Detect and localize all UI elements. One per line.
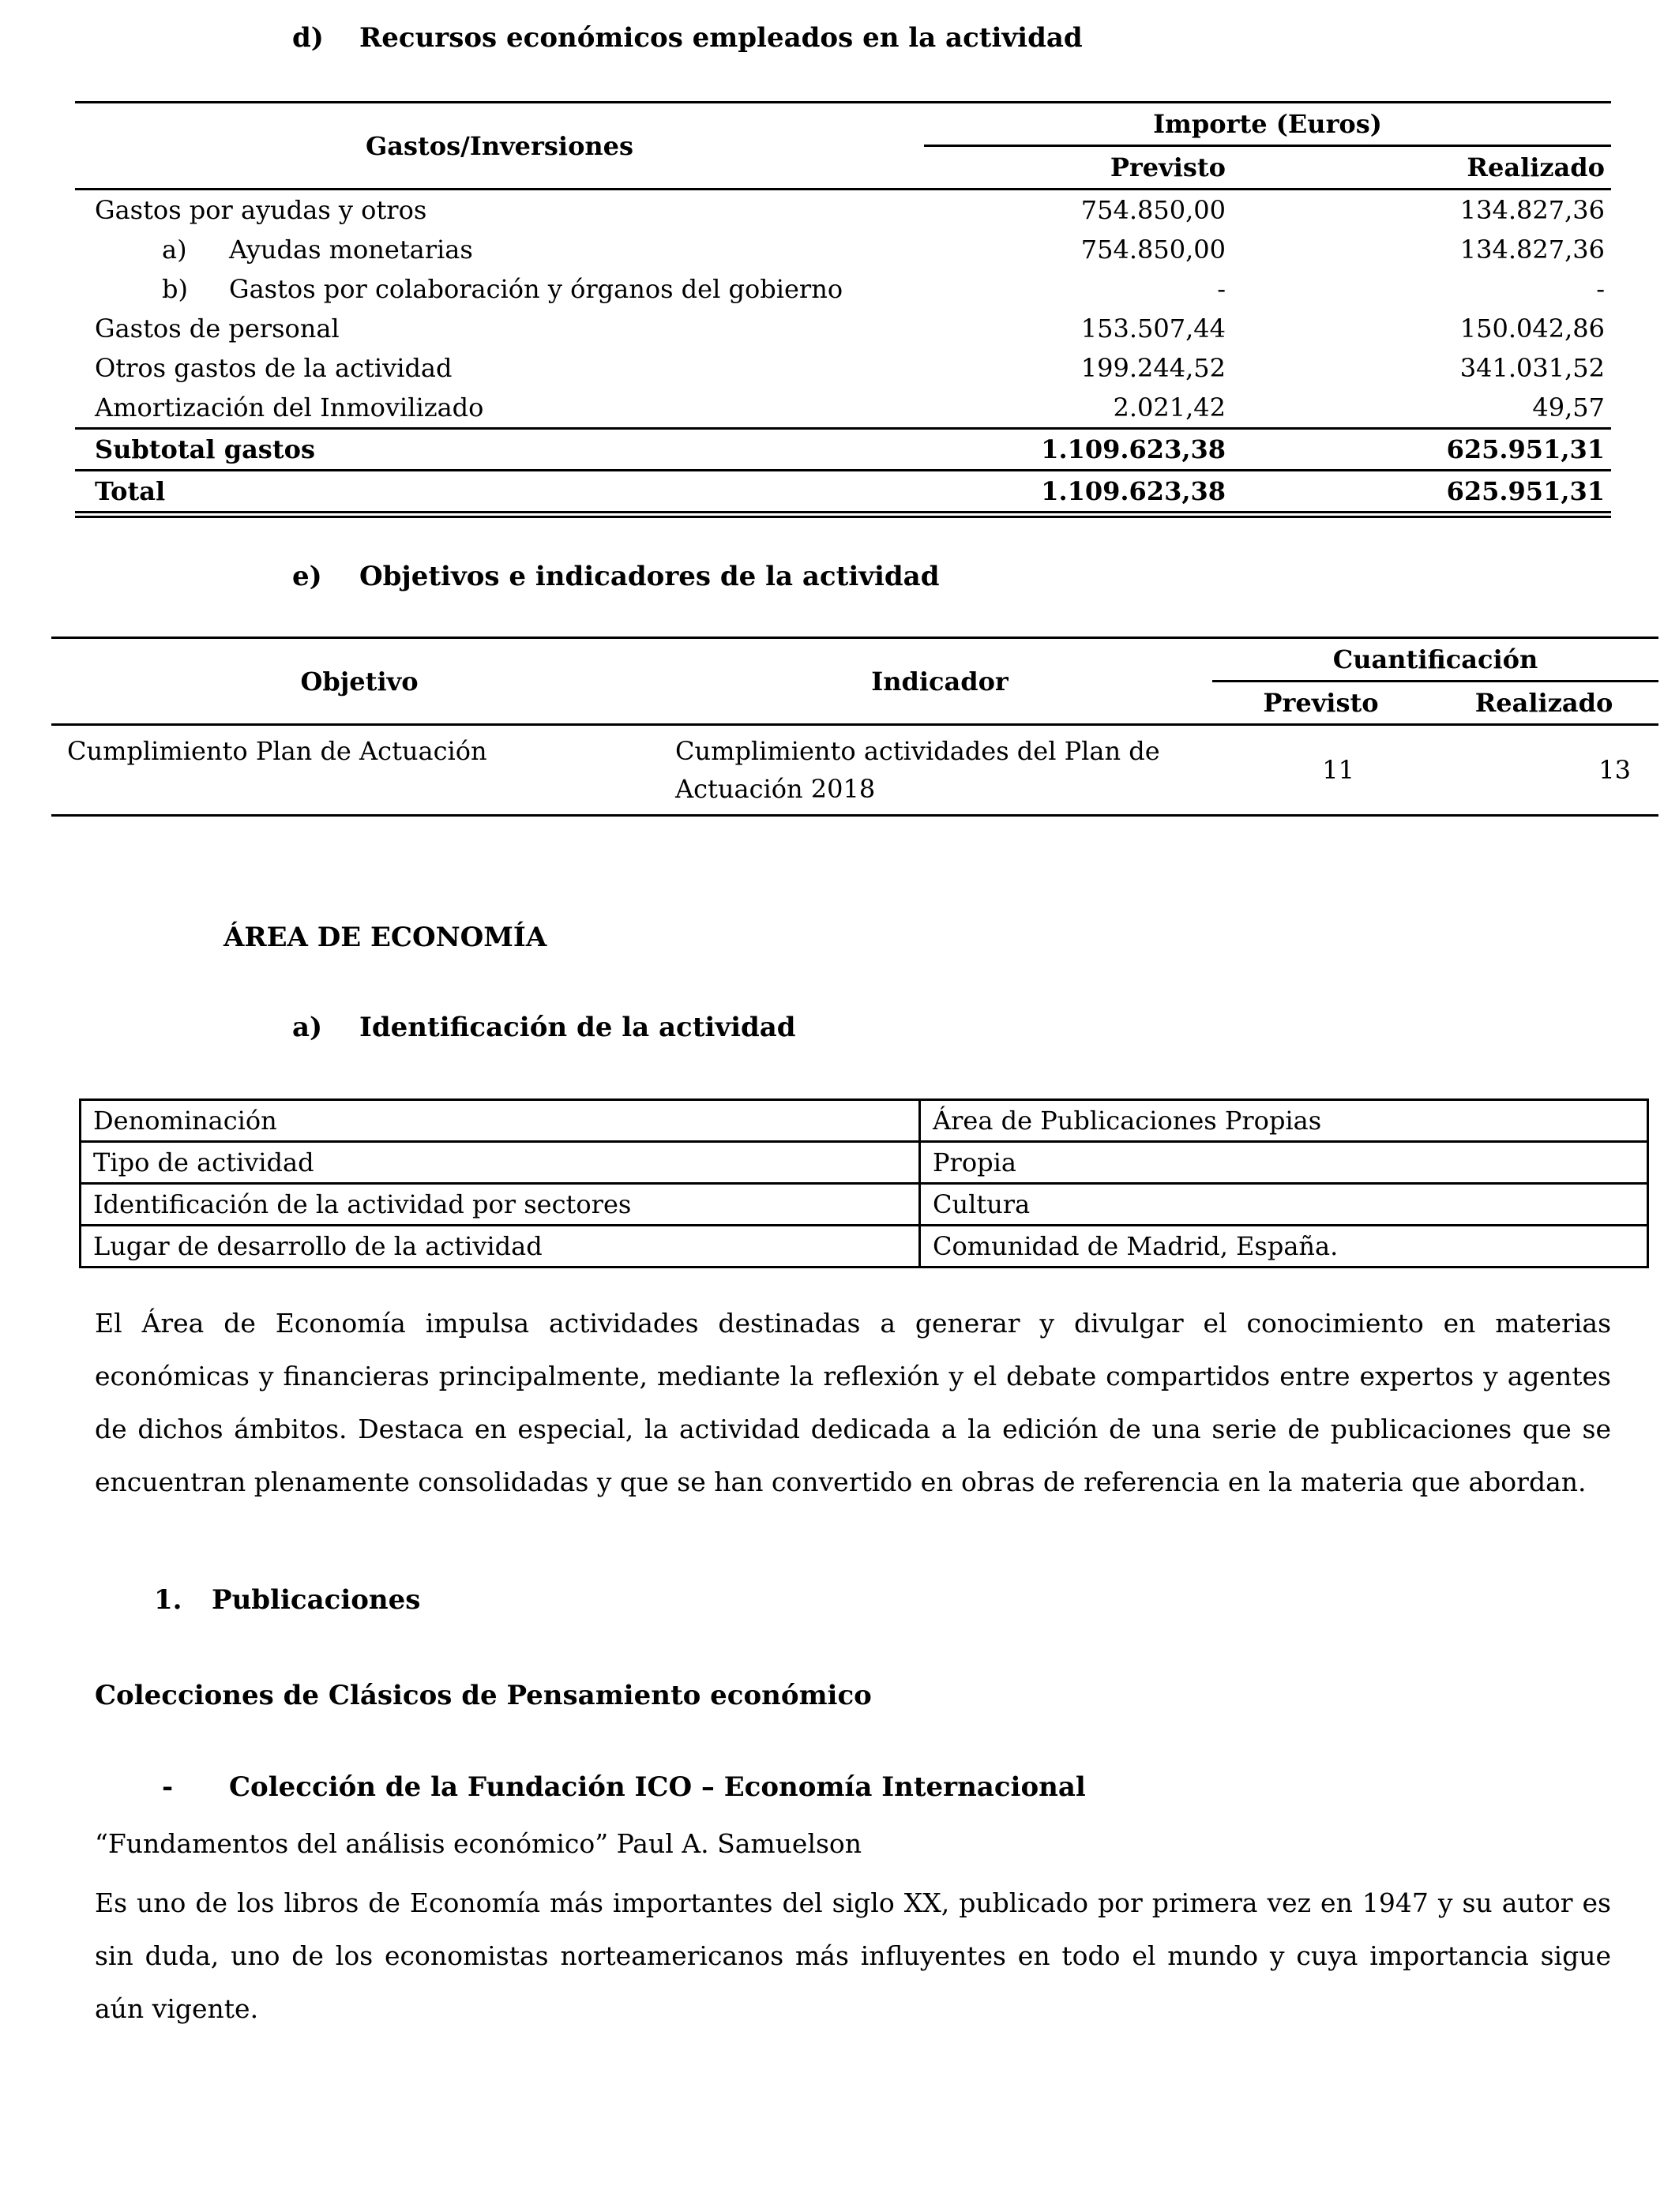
objectives-realizado-header: Realizado <box>1429 682 1658 725</box>
expense-previsto-cell: 199.244,52 <box>1080 353 1226 383</box>
collection-item-title: Colección de la Fundación ICO – Economía Internacional <box>229 1771 1086 1803</box>
objective-realizado-cell: 13 <box>1598 755 1631 785</box>
expenses-table-row <box>75 429 1611 471</box>
expense-label-cell <box>75 429 924 471</box>
identification-value-cell: Comunidad de Madrid, España. <box>920 1226 1648 1267</box>
expense-label: Otros gastos de la actividad <box>95 353 453 383</box>
objectives-objetivo-header: Objetivo <box>51 638 667 725</box>
expenses-table-row <box>75 348 1611 388</box>
intro-paragraph: El Área de Economía impulsa actividades destinadas a generar y divulgar el conocimiento en materias económicas y financieras principalmente, mediante la reflexión y el debate compartidos entre expertos y agentes de dichos ámbitos. Destaca en especial, la actividad dedicada a la edición de una serie de publicaciones que se encuentran plenamente consolidadas y que se han convertido en obras de referencia en la materia que abordan. <box>95 1308 1611 1497</box>
document-page <box>0 20 1679 2212</box>
objectives-header-row-1 <box>51 638 1658 682</box>
objectives-indicador-header: Indicador <box>667 638 1212 725</box>
section-d-title: Recursos económicos empleados en la actividad <box>359 22 1083 54</box>
expense-label: Gastos de personal <box>95 314 340 344</box>
expense-label-cell <box>75 388 924 429</box>
expense-label: Amortización del Inmovilizado <box>95 392 484 422</box>
section-d-label: d) <box>292 22 324 54</box>
expense-label-prefix: b) <box>162 274 188 304</box>
expenses-table-row <box>75 190 1611 231</box>
expense-label: Total <box>95 476 166 506</box>
identification-table-row <box>81 1142 1648 1184</box>
objectives-table <box>51 637 1658 817</box>
identification-value-cell: Área de Publicaciones Propias <box>920 1100 1648 1142</box>
expense-realizado-cell: 49,57 <box>1532 392 1605 422</box>
identification-label-cell: Identificación de la actividad por sectores <box>81 1184 920 1226</box>
book-title-line: “Fundamentos del análisis económico” Paul A. Samuelson <box>95 1828 862 1859</box>
expense-realizado-cell: 134.827,36 <box>1459 235 1605 265</box>
section-a-label: a) <box>292 1012 323 1043</box>
objective-cell: Cumplimiento Plan de Actuación <box>67 736 487 766</box>
expense-realizado-cell: 341.031,52 <box>1459 353 1605 383</box>
section-d-heading <box>292 20 1679 56</box>
book-description: Es uno de los libros de Economía más importantes del siglo XX, publicado por primera vez en 1947 y su autor es sin duda, uno de los economistas norteamericanos más influyentes en todo el mundo y cuya importancia sigue aún vigente. <box>95 1887 1611 2024</box>
publications-number: 1. <box>154 1584 182 1616</box>
expense-realizado-cell: 134.827,36 <box>1459 195 1605 225</box>
expenses-table-row <box>75 388 1611 429</box>
expense-label: Subtotal gastos <box>95 434 315 464</box>
section-e-label: e) <box>292 561 322 592</box>
expenses-table-row <box>75 230 1611 269</box>
expenses-realizado-header: Realizado <box>1232 146 1611 190</box>
expense-previsto-cell: 1.109.623,38 <box>924 429 1232 471</box>
expense-label-prefix: a) <box>162 235 187 265</box>
identification-label-cell: Denominación <box>81 1100 920 1142</box>
section-a-title: Identificación de la actividad <box>359 1012 796 1043</box>
section-a-heading <box>292 1009 1679 1046</box>
publications-heading <box>154 1582 1679 1618</box>
expense-realizado-cell: 625.951,31 <box>1232 429 1611 471</box>
expenses-group-header: Importe (Euros) <box>924 103 1611 146</box>
identification-table-row <box>81 1226 1648 1267</box>
collections-heading: Colecciones de Clásicos de Pensamiento económico <box>95 1680 872 1711</box>
identification-value-cell: Cultura <box>920 1184 1648 1226</box>
expenses-previsto-header: Previsto <box>924 146 1232 190</box>
expense-label-cell <box>75 471 924 515</box>
objectives-previsto-header: Previsto <box>1212 682 1429 725</box>
objectives-group-header: Cuantificación <box>1212 638 1658 682</box>
section-e-heading <box>292 558 1679 595</box>
expense-label: Gastos por ayudas y otros <box>95 195 427 225</box>
expenses-table-row <box>75 471 1611 515</box>
area-economia-heading: ÁREA DE ECONOMÍA <box>223 922 547 953</box>
objectives-table-row <box>51 725 1658 816</box>
publications-title: Publicaciones <box>212 1584 421 1616</box>
indicator-cell: Cumplimiento actividades del Plan de Actuación 2018 <box>675 736 1160 804</box>
expense-previsto-cell: 2.021,42 <box>1113 392 1226 422</box>
identification-value-cell: Propia <box>920 1142 1648 1184</box>
expense-label-cell <box>75 269 924 309</box>
expense-label-cell <box>75 348 924 388</box>
identification-table-row <box>81 1184 1648 1226</box>
collection-item-heading <box>162 1769 1679 1805</box>
section-e-title: Objetivos e indicadores de la actividad <box>359 561 940 592</box>
expense-previsto-cell: 1.109.623,38 <box>924 471 1232 515</box>
collection-item-dash: - <box>162 1771 174 1803</box>
expense-realizado-cell: 625.951,31 <box>1232 471 1611 515</box>
expense-label-cell <box>75 309 924 348</box>
expense-realizado-cell: - <box>1596 274 1605 304</box>
identification-table <box>79 1098 1649 1268</box>
expense-label-cell <box>75 190 924 231</box>
expense-previsto-cell: 754.850,00 <box>1080 235 1226 265</box>
expenses-table <box>75 101 1611 518</box>
identification-table-row <box>81 1100 1648 1142</box>
expenses-col-header: Gastos/Inversiones <box>75 103 924 190</box>
expenses-header-row-1 <box>75 103 1611 146</box>
expense-previsto-cell: 153.507,44 <box>1080 314 1226 344</box>
expense-label: Gastos por colaboración y órganos del gobierno <box>229 274 843 304</box>
expense-realizado-cell: 150.042,86 <box>1459 314 1605 344</box>
expense-previsto-cell: - <box>1217 274 1226 304</box>
expense-label: Ayudas monetarias <box>229 235 473 265</box>
identification-label-cell: Tipo de actividad <box>81 1142 920 1184</box>
identification-label-cell: Lugar de desarrollo de la actividad <box>81 1226 920 1267</box>
expenses-table-row <box>75 269 1611 309</box>
expense-label-cell <box>75 230 924 269</box>
expenses-table-row <box>75 309 1611 348</box>
objective-previsto-cell: 11 <box>1322 755 1354 785</box>
expense-previsto-cell: 754.850,00 <box>1080 195 1226 225</box>
